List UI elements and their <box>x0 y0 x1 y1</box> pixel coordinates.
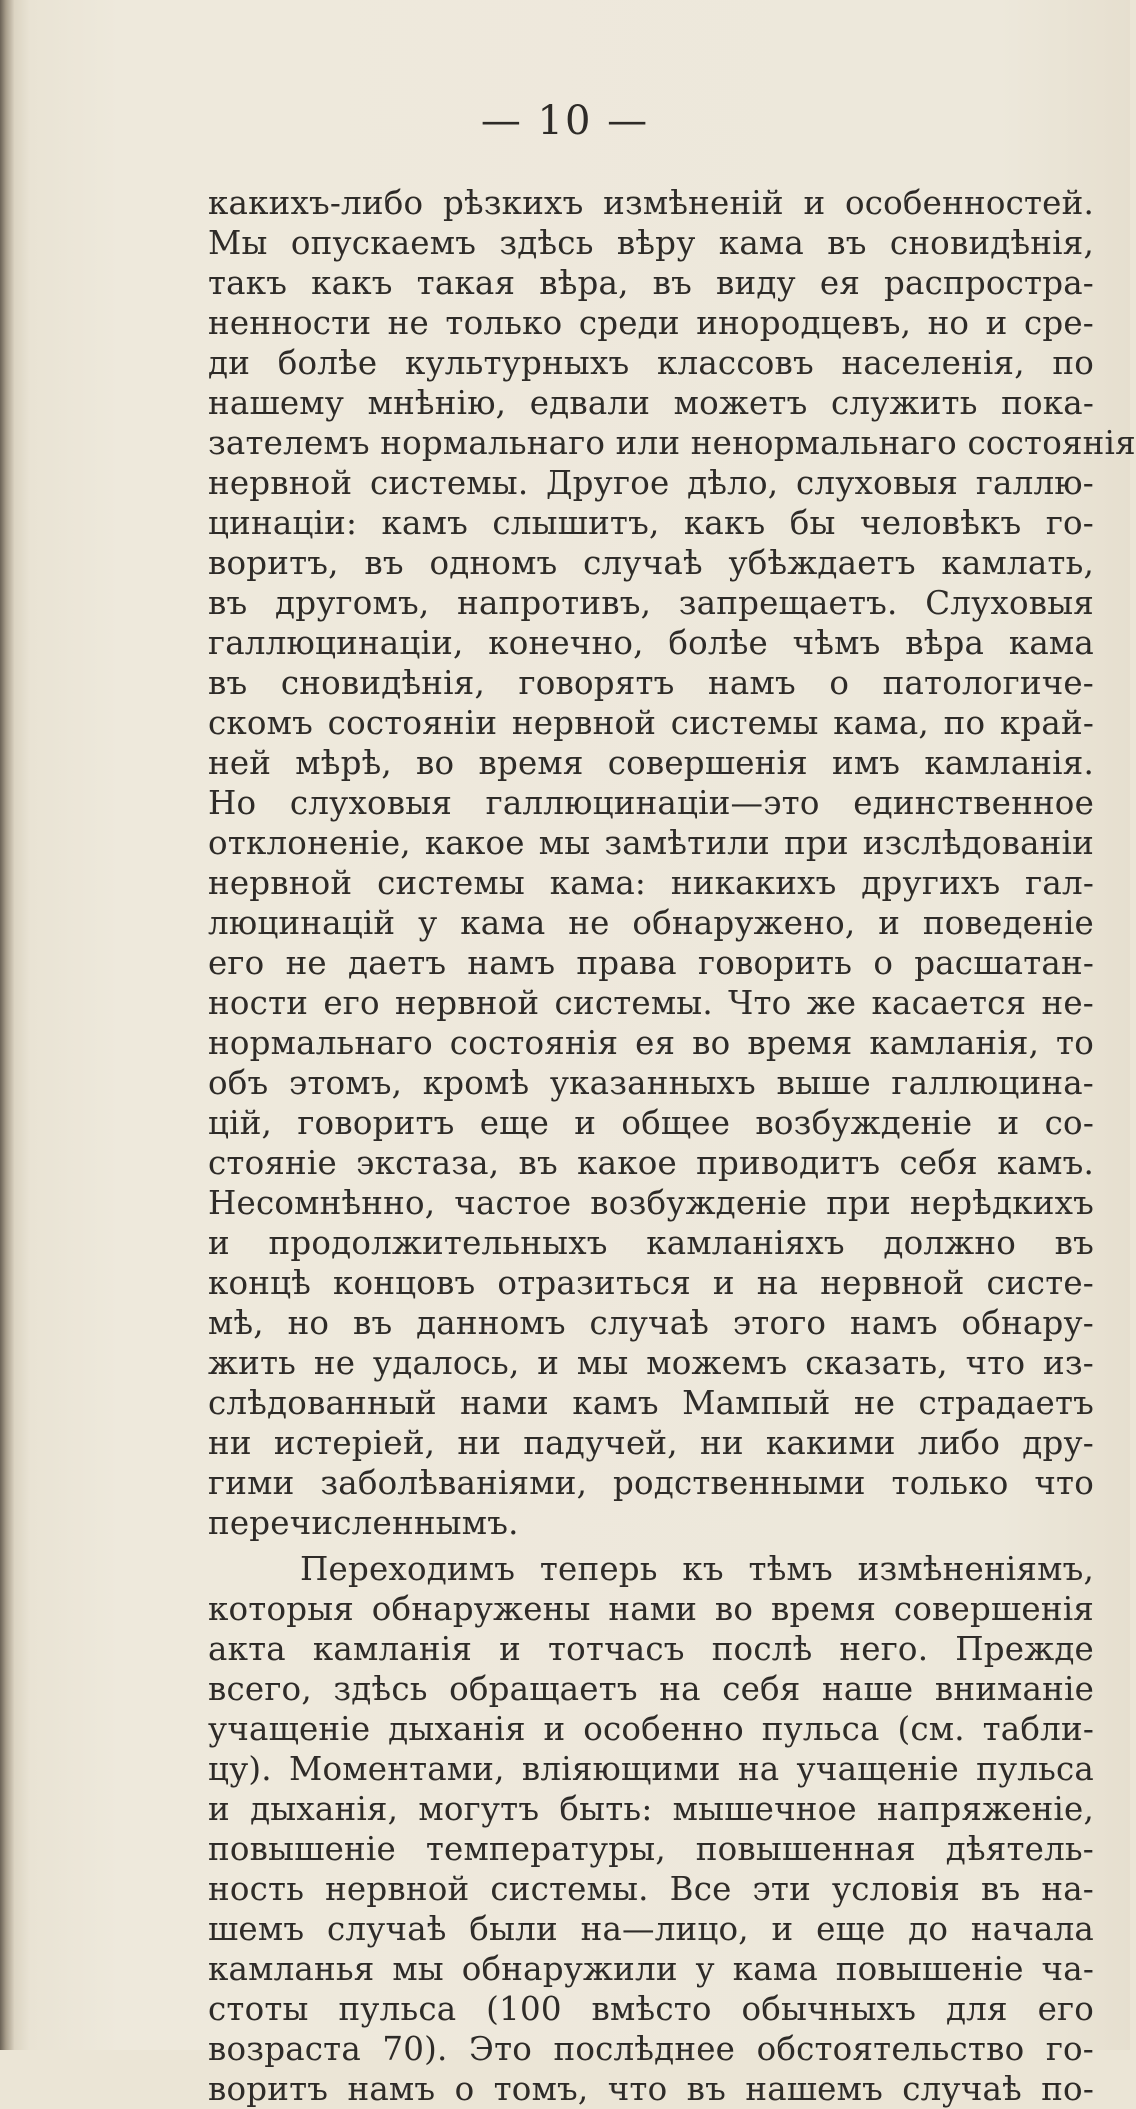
text-line: воритъ намъ о томъ, что въ нашемъ случаѣ по- <box>208 2070 1094 2108</box>
text-line: перечисленнымъ. <box>208 1504 519 1542</box>
body-text <box>208 183 1136 2109</box>
text-line: жить не удалось, и мы можемъ сказать, что из- <box>208 1344 1094 1382</box>
text-line: скомъ состояніи нервной системы кама, по край- <box>208 704 1094 742</box>
text-line: его не даетъ намъ права говорить о расшатан- <box>208 944 1094 982</box>
text-line: отклоненіе, какое мы замѣтили при изслѣдованіи <box>208 824 1094 862</box>
paragraph-1 <box>208 183 1136 1543</box>
text-line: въ другомъ, напротивъ, запрещаетъ. Слуховыя <box>208 584 1094 622</box>
text-line: ненности не только среди инородцевъ, но и сре- <box>208 304 1094 342</box>
text-line: всего, здѣсь обращаетъ на себя наше вниманіе <box>208 1670 1094 1708</box>
text-line: люцинацій у кама не обнаружено, и поведеніе <box>208 904 1094 942</box>
text-line: объ этомъ, кромѣ указанныхъ выше галлюцина- <box>208 1064 1094 1102</box>
text-line: и дыханія, могутъ быть: мышечное напряженіе, <box>208 1790 1094 1828</box>
text-line: ности его нервной системы. Что же касается не- <box>208 984 1094 1022</box>
text-line: въ сновидѣнія, говорятъ намъ о патологиче- <box>208 664 1094 702</box>
text-line: нормальнаго состоянія ея во время камланія, то <box>208 1024 1094 1062</box>
text-line: цинаціи: камъ слышитъ, какъ бы человѣкъ го- <box>208 504 1094 542</box>
text-line: возраста 70). Это послѣднее обстоятельство го- <box>208 2030 1094 2068</box>
text-line: цій, говоритъ еще и общее возбужденіе и со- <box>208 1104 1094 1142</box>
text-line: Но слуховыя галлюцинаціи—это единственное <box>208 784 1094 822</box>
text-line: повышеніе температуры, повышенная дѣятель- <box>208 1830 1094 1868</box>
text-line: учащеніе дыханія и особенно пульса (см. табли- <box>208 1710 1094 1748</box>
text-line: цу). Моментами, вліяющими на учащеніе пульса <box>208 1750 1094 1788</box>
text-line: слѣдованный нами камъ Мампый не страдаетъ <box>208 1384 1094 1422</box>
text-line: нервной системы кама: никакихъ другихъ гал- <box>208 864 1094 902</box>
text-line: такъ какъ такая вѣра, въ виду ея распростра- <box>208 264 1094 302</box>
text-line: Переходимъ теперь къ тѣмъ измѣненіямъ, <box>300 1550 1094 1588</box>
page-number: — 10 — <box>480 98 650 144</box>
text-line: нервной системы. Другое дѣло, слуховыя галлю- <box>208 464 1094 502</box>
text-line: ни истеріей, ни падучей, ни какими либо дру- <box>208 1424 1094 1462</box>
text-line: которыя обнаружены нами во время совершенія <box>208 1590 1094 1628</box>
text-line: зателемъ нормальнаго или ненормальнаго состоянія <box>208 424 1136 462</box>
text-line: галлюцинаціи, конечно, болѣе чѣмъ вѣра кама <box>208 624 1094 662</box>
text-line: шемъ случаѣ были на—лицо, и еще до начала <box>208 1910 1094 1948</box>
page-binding-edge <box>0 0 14 2050</box>
text-line: мѣ, но въ данномъ случаѣ этого намъ обнару- <box>208 1304 1094 1342</box>
text-line: гими заболѣваніями, родственными только что <box>208 1464 1094 1502</box>
text-line: какихъ-либо рѣзкихъ измѣненій и особенностей. <box>208 184 1094 222</box>
text-line: Мы опускаемъ здѣсь вѣру кама въ сновидѣнія, <box>208 224 1094 262</box>
paragraph-2 <box>208 1549 1094 2109</box>
text-line: воритъ, въ одномъ случаѣ убѣждаетъ камлать, <box>208 544 1094 582</box>
text-line: и продолжительныхъ камланіяхъ должно въ <box>208 1224 1094 1262</box>
text-line: камланья мы обнаружили у кама повышеніе ча- <box>208 1950 1094 1988</box>
text-line: акта камланія и тотчасъ послѣ него. Прежде <box>208 1630 1094 1668</box>
text-line: ность нервной системы. Все эти условія въ на- <box>208 1870 1094 1908</box>
text-line: стоты пульса (100 вмѣсто обычныхъ для его <box>208 1990 1094 2028</box>
text-line: ди болѣе культурныхъ классовъ населенія, по <box>208 344 1094 382</box>
text-line: ней мѣрѣ, во время совершенія имъ камланія. <box>208 744 1094 782</box>
text-line: концѣ концовъ отразиться и на нервной систе- <box>208 1264 1094 1302</box>
text-line: нашему мнѣнію, едвали можетъ служить пока- <box>208 384 1094 422</box>
text-line: стояніе экстаза, въ какое приводитъ себя камъ. <box>208 1144 1094 1182</box>
text-line: Несомнѣнно, частое возбужденіе при нерѣдкихъ <box>208 1184 1094 1222</box>
